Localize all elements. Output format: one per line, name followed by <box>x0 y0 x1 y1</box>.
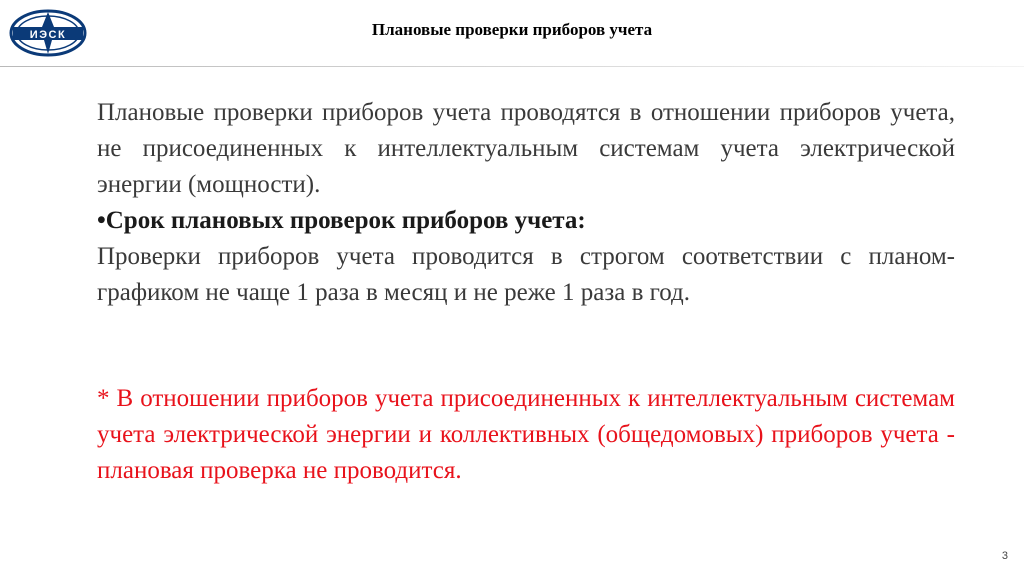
page-number: 3 <box>1001 550 1008 562</box>
slide-body <box>97 95 955 311</box>
exception-note: * В отношении приборов учета присоединенных к интеллектуальным системам учета электрической энергии и коллективных (общедомовых) приборов учета - плановая проверка не проводится. <box>97 385 955 484</box>
schedule-paragraph: Проверки приборов учета проводится в строгом соответствии с планом-графиком не чаще 1 раза в месяц и не реже 1 раза в год. <box>97 243 955 306</box>
intro-paragraph: Плановые проверки приборов учета проводятся в отношении приборов учета, не присоединенных к интеллектуальным системам учета электрической энергии (мощности). <box>97 99 955 198</box>
logo-text: ИЭСК <box>29 29 67 41</box>
slide-header <box>0 0 1024 68</box>
bullet-heading: •Срок плановых проверок приборов учета: <box>97 207 586 234</box>
page-title: Плановые проверки приборов учета <box>371 20 653 39</box>
header-divider <box>0 66 1024 67</box>
